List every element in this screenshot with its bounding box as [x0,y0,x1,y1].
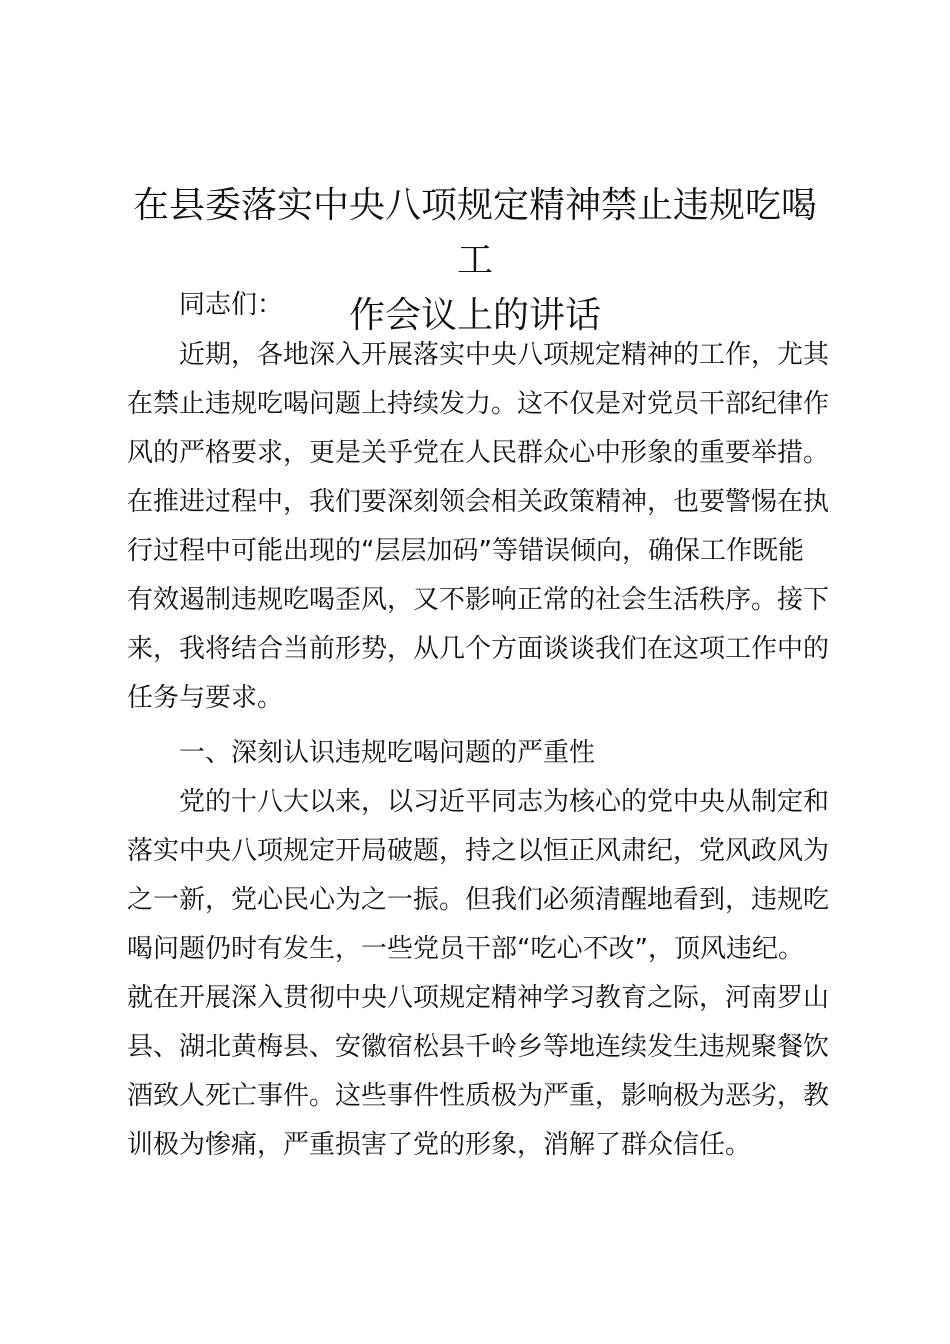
paragraph-line: 行过程中可能出现的“层层加码”等错误倾向，确保工作既能 [127,536,804,566]
paragraph-line: 就在开展深入贯彻中央八项规定精神学习教育之际，河南罗山 [127,983,830,1013]
paragraph-line: 任务与要求。 [127,683,284,713]
paragraph-line: 训极为惨痛，严重损害了党的形象，消解了群众信任。 [127,1130,752,1160]
paragraph-line: 党的十八大以来，以习近平同志为核心的党中央从制定和 [179,787,830,817]
paragraph-line: 在推进过程中，我们要深刻领会相关政策精神，也要警惕在执 [127,487,830,517]
paragraph-line: 有效遏制违规吃喝歪风，又不影响正常的社会生活秩序。接下 [127,585,830,615]
paragraph-line: 风的严格要求，更是关乎党在人民群众心中形象的重要举措。 [127,438,830,468]
paragraph-line: 在禁止违规吃喝问题上持续发力。这不仅是对党员干部纪律作 [127,389,830,419]
title-line-2: 作会议上的讲话 [348,295,601,336]
paragraph-line: 酒致人死亡事件。这些事件性质极为严重，影响极为恶劣，教 [127,1081,830,1111]
paragraph-line: 之一新，党心民心为之一振。但我们必须清醒地看到，违规吃 [127,885,830,915]
paragraph-line: 来，我将结合当前形势，从几个方面谈谈我们在这项工作中的 [127,634,830,664]
paragraph-line: 县、湖北黄梅县、安徽宿松县千岭乡等地连续发生违规聚餐饮 [127,1032,830,1062]
paragraph-line: 近期，各地深入开展落实中央八项规定精神的工作，尤其 [179,340,830,370]
paragraph-line: 落实中央八项规定开局破题，持之以恒正风肃纪，党风政风为 [127,836,830,866]
section-heading: 一、深刻认识违规吃喝问题的严重性 [179,738,596,768]
salutation: 同志们： [179,290,284,320]
paragraph-line: 喝问题仍时有发生，一些党员干部“吃心不改”，顶风违纪。 [127,934,804,964]
title-line-1: 在县委落实中央八项规定精神禁止违规吃喝工 [132,185,817,281]
